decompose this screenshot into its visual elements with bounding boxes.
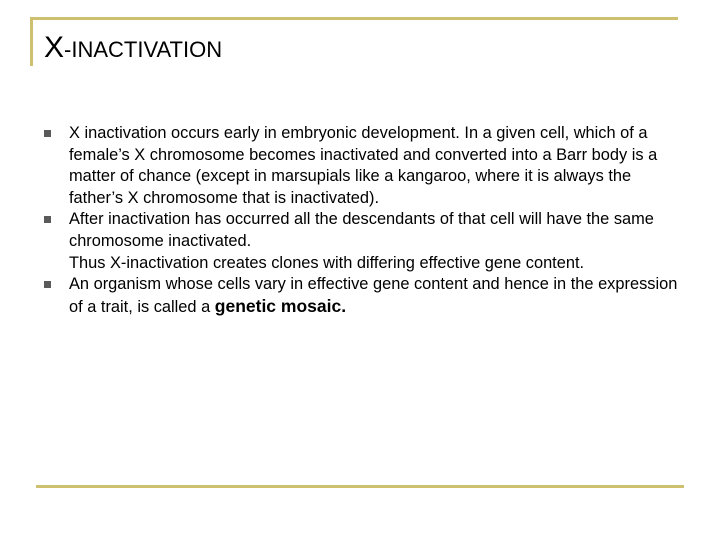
bullet-item-2	[44, 209, 684, 274]
bullet-text-1: X inactivation occurs early in embryonic development. In a given cell, which of a female’s X chromosome becomes inactivated and converted into a Barr body is a matter of chance (except in marsupials like a kangaroo, where it is always the father’s X chromosome that is inactivated).	[69, 124, 658, 207]
footer-rule	[36, 485, 684, 488]
square-bullet-icon	[44, 281, 51, 288]
bullet-emphasis-3: genetic mosaic.	[214, 295, 347, 316]
bullet-item-1	[44, 123, 684, 209]
bullet-text-3: An organism whose cells vary in effective gene content and hence in the expression of a trait, is called a	[69, 275, 678, 316]
slide-title-rest: -INACTIVATION	[64, 37, 223, 62]
title-left-rule	[30, 17, 33, 66]
slide-title	[44, 30, 222, 63]
bullet-item-3	[44, 274, 684, 318]
slide-title-initial: X	[44, 31, 65, 64]
bullet-continuation-2: Thus X-inactivation creates clones with differing effective gene content.	[69, 253, 585, 272]
title-top-rule	[30, 17, 678, 20]
bullet-text-2: After inactivation has occurred all the descendants of that cell will have the same chromosome inactivated.	[69, 210, 654, 250]
bullet-list	[44, 123, 684, 318]
square-bullet-icon	[44, 130, 51, 137]
square-bullet-icon	[44, 216, 51, 223]
